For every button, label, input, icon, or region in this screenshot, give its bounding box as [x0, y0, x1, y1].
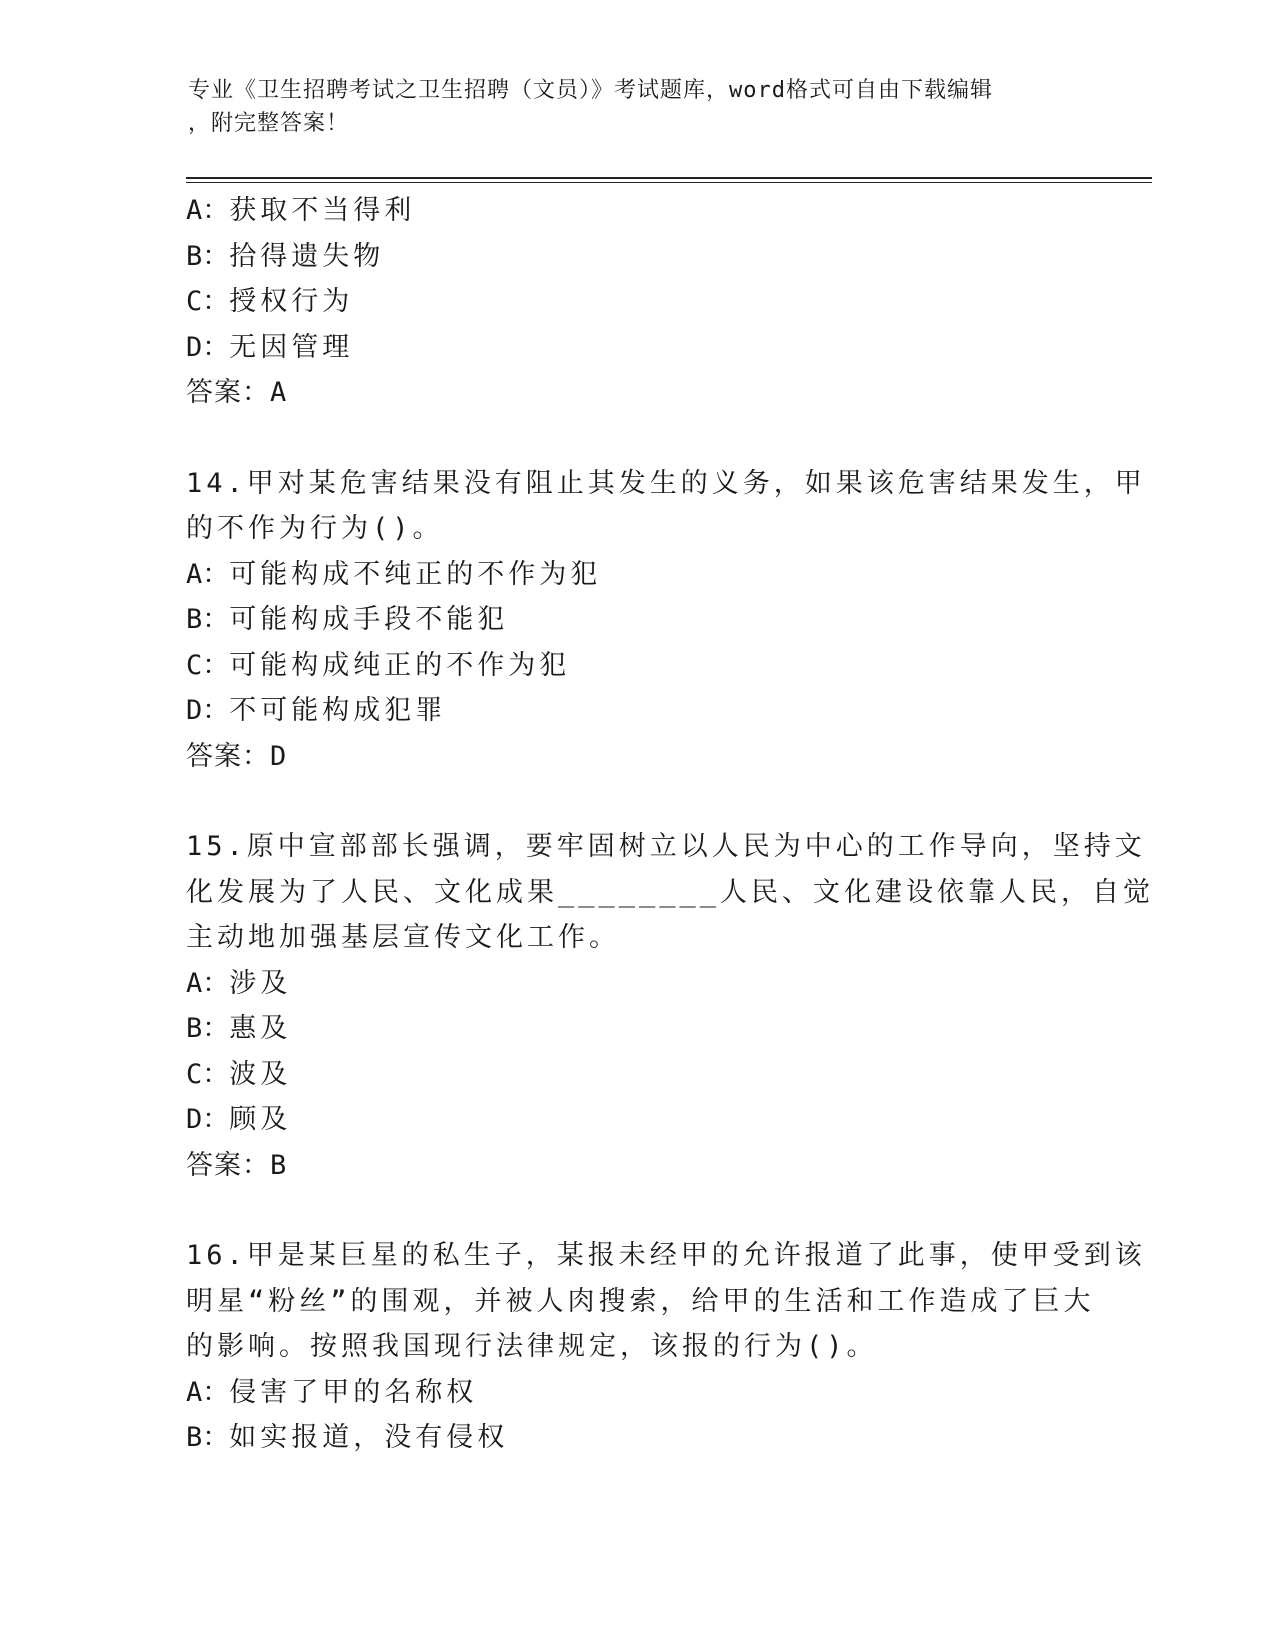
option-a: A：侵害了甲的名称权 — [186, 1376, 478, 1408]
option-a: A：可能构成不纯正的不作为犯 — [186, 558, 602, 590]
option-b: B：可能构成手段不能犯 — [186, 604, 509, 635]
answer: 答案：A — [186, 377, 288, 408]
question-stem-line: 主动地加强基层宣传文化工作。 — [186, 922, 620, 953]
question-16 — [186, 1233, 1146, 1461]
question-15 — [186, 824, 1155, 1188]
question-stem-line: 16.甲是某巨星的私生子，某报未经甲的允许报道了此事，使甲受到该 — [186, 1240, 1146, 1271]
header-line-2: ，附完整答案！ — [188, 111, 350, 136]
header-line-1: 专业《卫生招聘考试之卫生招聘（文员）》考试题库，word格式可自由下载编辑 — [188, 78, 993, 103]
option-b: B：拾得遗失物 — [186, 240, 385, 272]
question-stem-line: 的影响。按照我国现行法律规定，该报的行为()。 — [186, 1331, 878, 1362]
header-rule-thick — [186, 177, 1152, 179]
document-header — [188, 74, 1068, 140]
option-d: D：无因管理 — [186, 331, 354, 363]
question-stem-line: 15.原中宣部部长强调，要牢固树立以人民为中心的工作导向，坚持文 — [186, 831, 1146, 862]
answer: 答案：D — [186, 740, 288, 772]
option-b: B：惠及 — [186, 1013, 292, 1044]
header-rule-thin — [186, 182, 1152, 183]
option-b: B：如实报道，没有侵权 — [186, 1422, 509, 1453]
answer: 答案：B — [186, 1149, 288, 1181]
option-c: C：波及 — [186, 1058, 292, 1090]
option-c: C：可能构成纯正的不作为犯 — [186, 649, 571, 681]
question-14 — [186, 461, 1146, 780]
option-d: D：不可能构成犯罪 — [186, 695, 447, 726]
option-c: C：授权行为 — [186, 286, 354, 317]
question-stem-line: 明星“粉丝”的围观，并被人肉搜索，给甲的生活和工作造成了巨大 — [186, 1285, 1095, 1317]
option-a: A：获取不当得利 — [186, 195, 416, 226]
question-13 — [186, 188, 1086, 416]
option-a: A：涉及 — [186, 967, 292, 999]
option-d: D：顾及 — [186, 1104, 292, 1135]
question-stem-line: 的不作为行为()。 — [186, 513, 444, 544]
question-stem-line: 14.甲对某危害结果没有阻止其发生的义务，如果该危害结果发生，甲 — [186, 467, 1146, 499]
question-stem-line: 化发展为了人民、文化成果________人民、文化建设依靠人民，自觉 — [186, 876, 1155, 908]
question-list — [186, 188, 1155, 1461]
